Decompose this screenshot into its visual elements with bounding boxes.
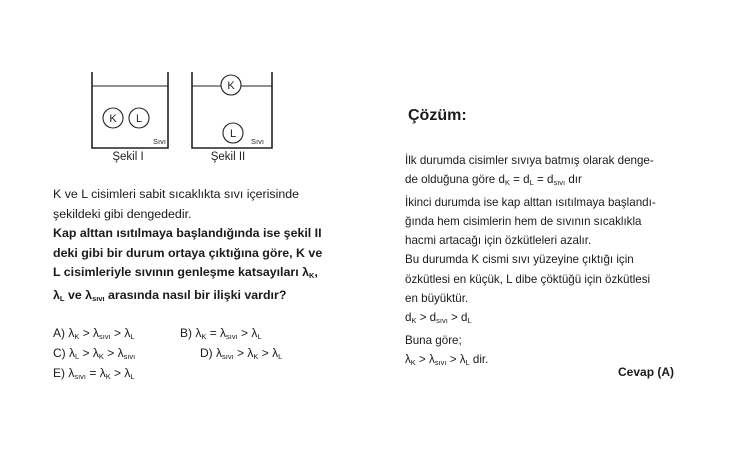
option-b[interactable] — [180, 326, 262, 341]
question-line-6-b: ve λ — [64, 287, 93, 302]
option-b-s1: K — [201, 332, 207, 341]
solution-line-8: en büyüktür. — [405, 292, 469, 306]
option-d-letter: D) — [200, 346, 213, 360]
solution-line-11-mid2: > λ — [446, 352, 466, 366]
option-d-p2: > λ — [233, 346, 254, 360]
option-a-s3: L — [130, 332, 135, 341]
solution-block — [405, 151, 680, 372]
liquid-label-fig2: Sıvı — [251, 137, 264, 146]
figures-diagram — [80, 66, 290, 166]
question-line-4: deki gibi bir durum ortaya çıktığına göre, K ve — [53, 245, 323, 260]
ball-l-label-fig1: L — [135, 113, 143, 125]
solution-line-9-s2: sıvı — [436, 316, 448, 326]
solution-line-9-mid2: > d — [447, 311, 468, 325]
option-e-p2: = λ — [86, 366, 106, 380]
solution-line-2-pre: de olduğuna göre d — [405, 173, 505, 187]
option-c-p1: λ — [69, 346, 76, 360]
figure-1-container — [92, 72, 168, 163]
option-c-s3: sıvı — [123, 352, 136, 361]
option-b-p3: > λ — [237, 326, 258, 340]
solution-line-9-s3: L — [467, 316, 472, 326]
option-d-s1: sıvı — [222, 352, 234, 361]
question-line-5 — [53, 263, 343, 286]
solution-line-2-s1: K — [504, 178, 510, 188]
solution-line-11-s3: L — [465, 357, 470, 367]
solution-line-11-s2: sıvı — [434, 357, 447, 367]
question-line-6-c: arasında nasıl bir ilişki vardır? — [104, 287, 287, 302]
solution-line-11-s1: K — [410, 357, 416, 367]
solution-line-4: ğında hem cisimlerin hem de sıvının sıcaklıkla — [405, 214, 642, 228]
option-e-letter: E) — [53, 366, 65, 380]
ball-k-label-fig2: K — [227, 80, 235, 92]
option-e-p1: λ — [68, 366, 75, 380]
option-c-s2: K — [98, 352, 104, 361]
option-c-s1: L — [75, 352, 80, 361]
solution-line-9-mid: > d — [416, 311, 437, 325]
question-line-5-post: , — [314, 265, 318, 279]
option-e[interactable] — [53, 366, 135, 381]
option-c-p3: > λ — [103, 346, 124, 360]
solution-line-3: İkinci durumda ise kap alttan ısıtılmaya başlandı- — [405, 195, 656, 209]
liquid-label-fig1: Sıvı — [153, 137, 166, 146]
solution-line-2-s2: L — [529, 178, 534, 188]
question-block — [53, 185, 343, 308]
figure-2-caption: Şekil II — [210, 151, 246, 163]
question-line-6-a: λ — [53, 287, 60, 302]
solution-title: Çözüm: — [408, 107, 467, 124]
solution-line-2-mid2: = d — [533, 173, 554, 187]
option-d-s3: L — [278, 352, 283, 361]
option-a-s2: sıvı — [99, 332, 111, 341]
solution-line-9 — [405, 308, 680, 330]
option-d-p1: λ — [216, 346, 223, 360]
solution-line-5: hacmi artacağı için özkütleleri azalır. — [405, 234, 592, 248]
solution-line-2-s3: sıvı — [553, 178, 566, 188]
option-a[interactable] — [53, 326, 135, 341]
option-a-s1: K — [74, 332, 80, 341]
option-a-letter: A) — [53, 326, 65, 340]
option-b-s3: L — [257, 332, 262, 341]
solution-line-1: İlk durumda cisimler sıvıya batmış olarak denge- — [405, 154, 654, 167]
option-a-p1: λ — [68, 326, 75, 340]
solution-line-2-mid1: = d — [509, 173, 530, 187]
question-line-6 — [53, 286, 343, 309]
question-line-5-text: L cisimleriyle sıvının genleşme katsayıları λ — [53, 265, 309, 279]
option-e-s1: sıvı — [74, 372, 87, 381]
solution-line-9-s1: K — [411, 316, 417, 326]
question-line-3: Kap alttan ısıtılmaya başlandığında ise şekil II — [53, 226, 322, 240]
ball-l-label-fig2: L — [229, 128, 237, 140]
solution-line-6: Bu durumda K cismi sıvı yüzeyine çıktığı için — [405, 253, 634, 267]
option-e-s2: K — [105, 372, 111, 381]
solution-line-9-pre: d — [405, 311, 412, 325]
option-c-p2: > λ — [79, 346, 99, 360]
question-line-5-sub: K — [309, 271, 315, 280]
question-line-6-sub1: L — [59, 293, 65, 303]
question-line-1: K ve L cisimleri sabit sıcaklıkta sıvı içerisinde — [53, 187, 300, 201]
option-a-p2: > λ — [79, 326, 100, 340]
option-b-s2: sıvı — [226, 332, 238, 341]
option-d-s2: K — [253, 352, 259, 361]
question-line-2: şekildeki gibi dengededir. — [53, 206, 192, 221]
solution-line-2 — [405, 170, 680, 192]
solution-line-7: özkütlesi en küçük, L dibe çöktüğü için özkütlesi — [405, 272, 651, 286]
figure-1-caption: Şekil I — [112, 151, 144, 163]
solution-line-10: Buna göre; — [405, 333, 462, 347]
option-b-letter: B) — [180, 326, 192, 340]
option-e-p3: > λ — [110, 366, 131, 380]
option-d-p3: > λ — [258, 346, 279, 360]
solution-line-11-mid: > λ — [415, 352, 435, 366]
option-c[interactable] — [53, 346, 135, 361]
solution-line-2-post: dır — [565, 173, 582, 187]
answer-label: Cevap (A) — [618, 365, 675, 379]
option-c-letter: C) — [53, 346, 66, 360]
option-b-p2: = λ — [206, 326, 227, 340]
question-line-6-sub2: sıvı — [92, 293, 105, 303]
option-d[interactable] — [200, 346, 282, 361]
option-a-p3: > λ — [110, 326, 131, 340]
option-b-p1: λ — [195, 326, 202, 340]
figure-2-container — [192, 72, 272, 163]
solution-line-11-post: dir. — [469, 352, 489, 366]
solution-line-11-pre: λ — [405, 352, 411, 366]
option-e-s3: L — [130, 372, 135, 381]
ball-k-label-fig1: K — [109, 113, 117, 125]
